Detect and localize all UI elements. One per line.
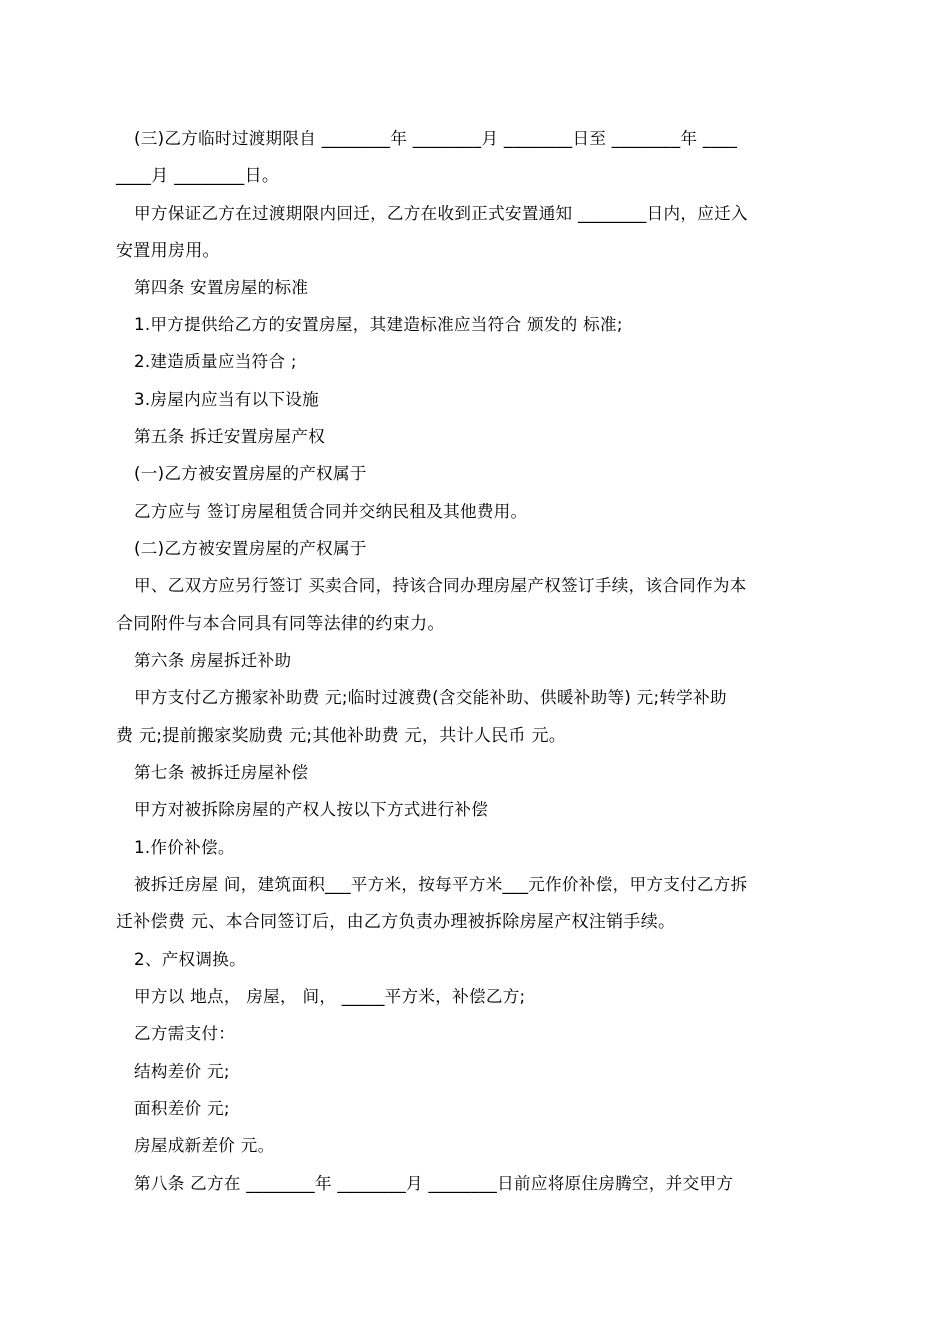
- text-line: 乙方需支付：: [134, 1024, 236, 1043]
- text-line: 甲、乙双方应另行签订 买卖合同，持该合同办理房屋产权签订手续，该合同作为本: [134, 576, 747, 595]
- article-heading: 第四条 安置房屋的标准: [134, 278, 309, 297]
- text-line: 甲方保证乙方在过渡期限内回迁，乙方在收到正式安置通知 ________日内，应迁入: [134, 204, 748, 223]
- text-line: 被拆迁房屋 间，建筑面积___平方米，按每平方米___元作价补偿，甲方支付乙方拆: [134, 875, 748, 894]
- article-heading: 第八条 乙方在 ________年 ________月 ________日前应将原住房腾空，并交甲方: [134, 1174, 734, 1193]
- text-line: (一)乙方被安置房屋的产权属于: [134, 464, 367, 483]
- text-line: 3.房屋内应当有以下设施: [134, 390, 320, 409]
- text-line: 迁补偿费 元、本合同签订后，由乙方负责办理被拆除房屋产权注销手续。: [116, 912, 676, 932]
- text-line: 1.甲方提供给乙方的安置房屋，其建造标准应当符合 颁发的 标准;: [134, 315, 623, 334]
- text-line: 乙方应与 签订房屋租赁合同并交纳民租及其他费用。: [134, 502, 528, 521]
- text-line: 2、产权调换。: [134, 950, 247, 969]
- text-line: 甲方以 地点， 房屋， 间， _____平方米，补偿乙方;: [134, 987, 526, 1006]
- text-line: (三)乙方临时过渡期限自 ________年 ________月 ________日至 ________年 ____: [134, 129, 738, 148]
- text-line: 安置用房用。: [116, 241, 220, 261]
- text-line: (二)乙方被安置房屋的产权属于: [134, 539, 367, 558]
- text-line: 房屋成新差价 元。: [134, 1136, 275, 1155]
- text-line: 1.作价补偿。: [134, 838, 235, 857]
- text-line: 面积差价 元;: [134, 1099, 230, 1118]
- article-heading: 第六条 房屋拆迁补助: [134, 651, 292, 670]
- text-line: 费 元;提前搬家奖励费 元;其他补助费 元，共计人民币 元。: [116, 726, 567, 746]
- text-line: 甲方对被拆除房屋的产权人按以下方式进行补偿: [134, 800, 489, 819]
- article-heading: 第五条 拆迁安置房屋产权: [134, 427, 326, 446]
- text-line: 2.建造质量应当符合 ;: [134, 352, 297, 371]
- text-line: ____月 ________日。: [116, 166, 280, 186]
- text-line: 结构差价 元;: [134, 1062, 230, 1081]
- text-line: 甲方支付乙方搬家补助费 元;临时过渡费(含交能补助、供暖补助等) 元;转学补助: [134, 688, 727, 707]
- article-heading: 第七条 被拆迁房屋补偿: [134, 763, 309, 782]
- text-line: 合同附件与本合同具有同等法律的约束力。: [116, 614, 445, 634]
